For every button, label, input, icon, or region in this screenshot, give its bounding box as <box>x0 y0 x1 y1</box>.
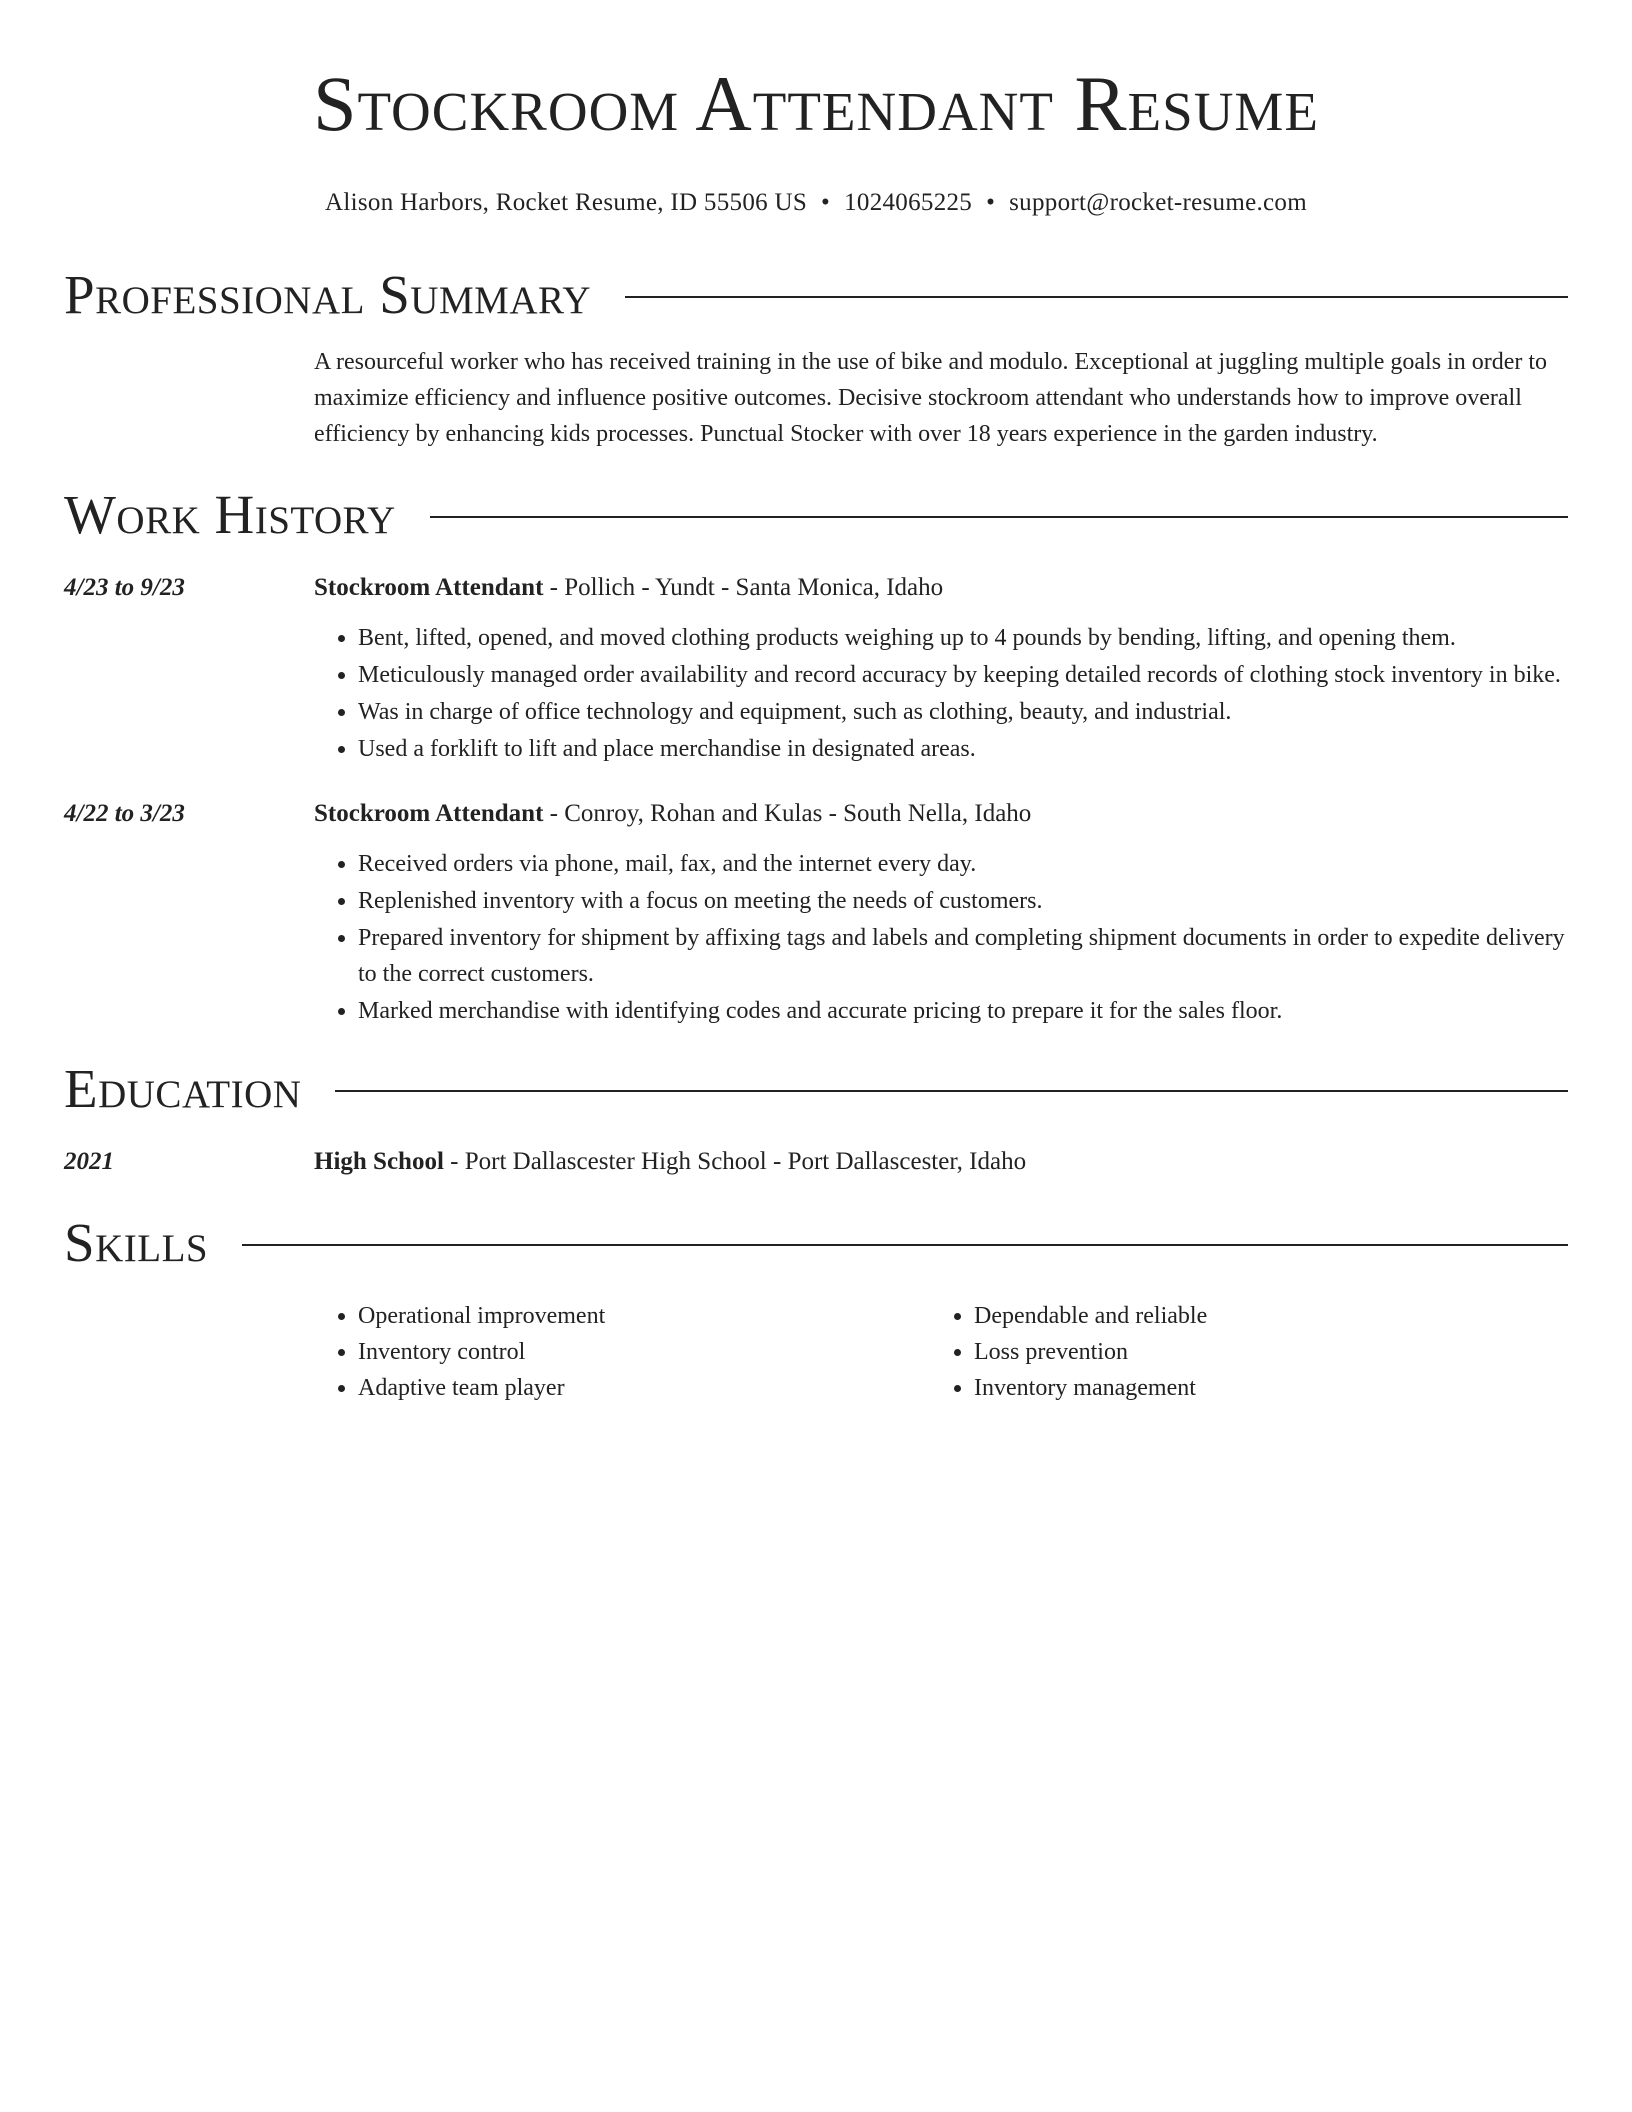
skills-spacer <box>64 1298 314 1406</box>
job-title: Stockroom Attendant <box>314 574 544 601</box>
summary-row <box>64 344 1568 452</box>
summary-spacer <box>64 344 314 452</box>
job-title: Stockroom Attendant <box>314 800 544 827</box>
job-duty-item: • Bent, lifted, opened, and moved clothing products weighing up to 4 pounds by bending, lifting, and opening them. <box>358 620 1568 656</box>
skill-item: • Operational improvement <box>358 1298 930 1334</box>
job-entry <box>64 796 1568 1030</box>
job-duties <box>314 846 1568 1029</box>
summary-text: A resourceful worker who has received training in the use of bike and modulo. Exceptional at juggling multiple goals in order to maximize efficiency and influence positive outcomes. Decisive stockroom attendant who understands how to improve overall efficiency by enhancing kids processes. Punctual Stocker with over 18 years experience in the garden industry. <box>314 349 1548 447</box>
education-heading <box>314 1144 1568 1180</box>
job-duty-item: • Marked merchandise with identifying codes and accurate pricing to prepare it for the sales floor. <box>358 993 1568 1029</box>
section-header-summary <box>64 262 1568 328</box>
section-title-skills: Skills <box>64 1212 209 1273</box>
skill-item: • Inventory control <box>358 1334 930 1370</box>
skills-list-left <box>314 1298 930 1406</box>
skills-list-right <box>930 1298 1546 1406</box>
contact-address: Alison Harbors, Rocket Resume, ID 55506 US <box>325 189 808 216</box>
job-duties <box>314 620 1568 767</box>
job-duty-item: • Received orders via phone, mail, fax, and the internet every day. <box>358 846 1568 882</box>
skill-item: • Inventory management <box>974 1370 1546 1406</box>
section-header-skills <box>64 1210 1568 1276</box>
contact-phone: 1024065225 <box>844 189 973 216</box>
section-title-education: Education <box>64 1058 302 1119</box>
section-header-education <box>64 1056 1568 1122</box>
job-heading <box>314 796 1568 832</box>
contact-email: support@rocket-resume.com <box>1009 189 1307 216</box>
section-divider <box>430 516 1568 518</box>
skills-row <box>64 1298 1568 1406</box>
skill-item: • Adaptive team player <box>358 1370 930 1406</box>
resume-title: Stockroom Attendant Resume <box>313 60 1319 147</box>
section-title-work: Work History <box>64 484 396 545</box>
contact-separator: • <box>986 189 996 216</box>
section-header-work <box>64 482 1568 548</box>
section-divider <box>242 1244 1568 1246</box>
job-heading <box>314 570 1568 606</box>
section-title-summary: Professional Summary <box>64 264 592 325</box>
job-dates: 4/23 to 9/23 <box>64 574 185 601</box>
job-duty-item: • Prepared inventory for shipment by affixing tags and labels and completing shipment documents in order to expedite delivery to the correct customers. <box>358 920 1568 992</box>
skill-item: • Loss prevention <box>974 1334 1546 1370</box>
education-degree: High School <box>314 1148 444 1175</box>
job-employer: - Conroy, Rohan and Kulas - South Nella, Idaho <box>543 800 1032 827</box>
job-duty-item: • Meticulously managed order availability and record accuracy by keeping detailed records of clothing stock inventory in bike. <box>358 657 1568 693</box>
section-divider <box>625 296 1568 298</box>
skill-item: • Dependable and reliable <box>974 1298 1546 1334</box>
job-duty-item: • Was in charge of office technology and equipment, such as clothing, beauty, and industrial. <box>358 694 1568 730</box>
contact-line <box>64 188 1568 218</box>
job-dates: 4/22 to 3/23 <box>64 800 185 827</box>
job-duty-item: • Used a forklift to lift and place merchandise in designated areas. <box>358 731 1568 767</box>
job-employer: - Pollich - Yundt - Santa Monica, Idaho <box>543 574 944 601</box>
contact-separator: • <box>821 189 831 216</box>
education-school: - Port Dallascester High School - Port Dallascester, Idaho <box>443 1148 1027 1175</box>
job-duty-item: • Replenished inventory with a focus on meeting the needs of customers. <box>358 883 1568 919</box>
education-entry <box>64 1144 1568 1180</box>
education-year: 2021 <box>64 1148 114 1175</box>
job-entry <box>64 570 1568 768</box>
section-divider <box>335 1090 1568 1092</box>
